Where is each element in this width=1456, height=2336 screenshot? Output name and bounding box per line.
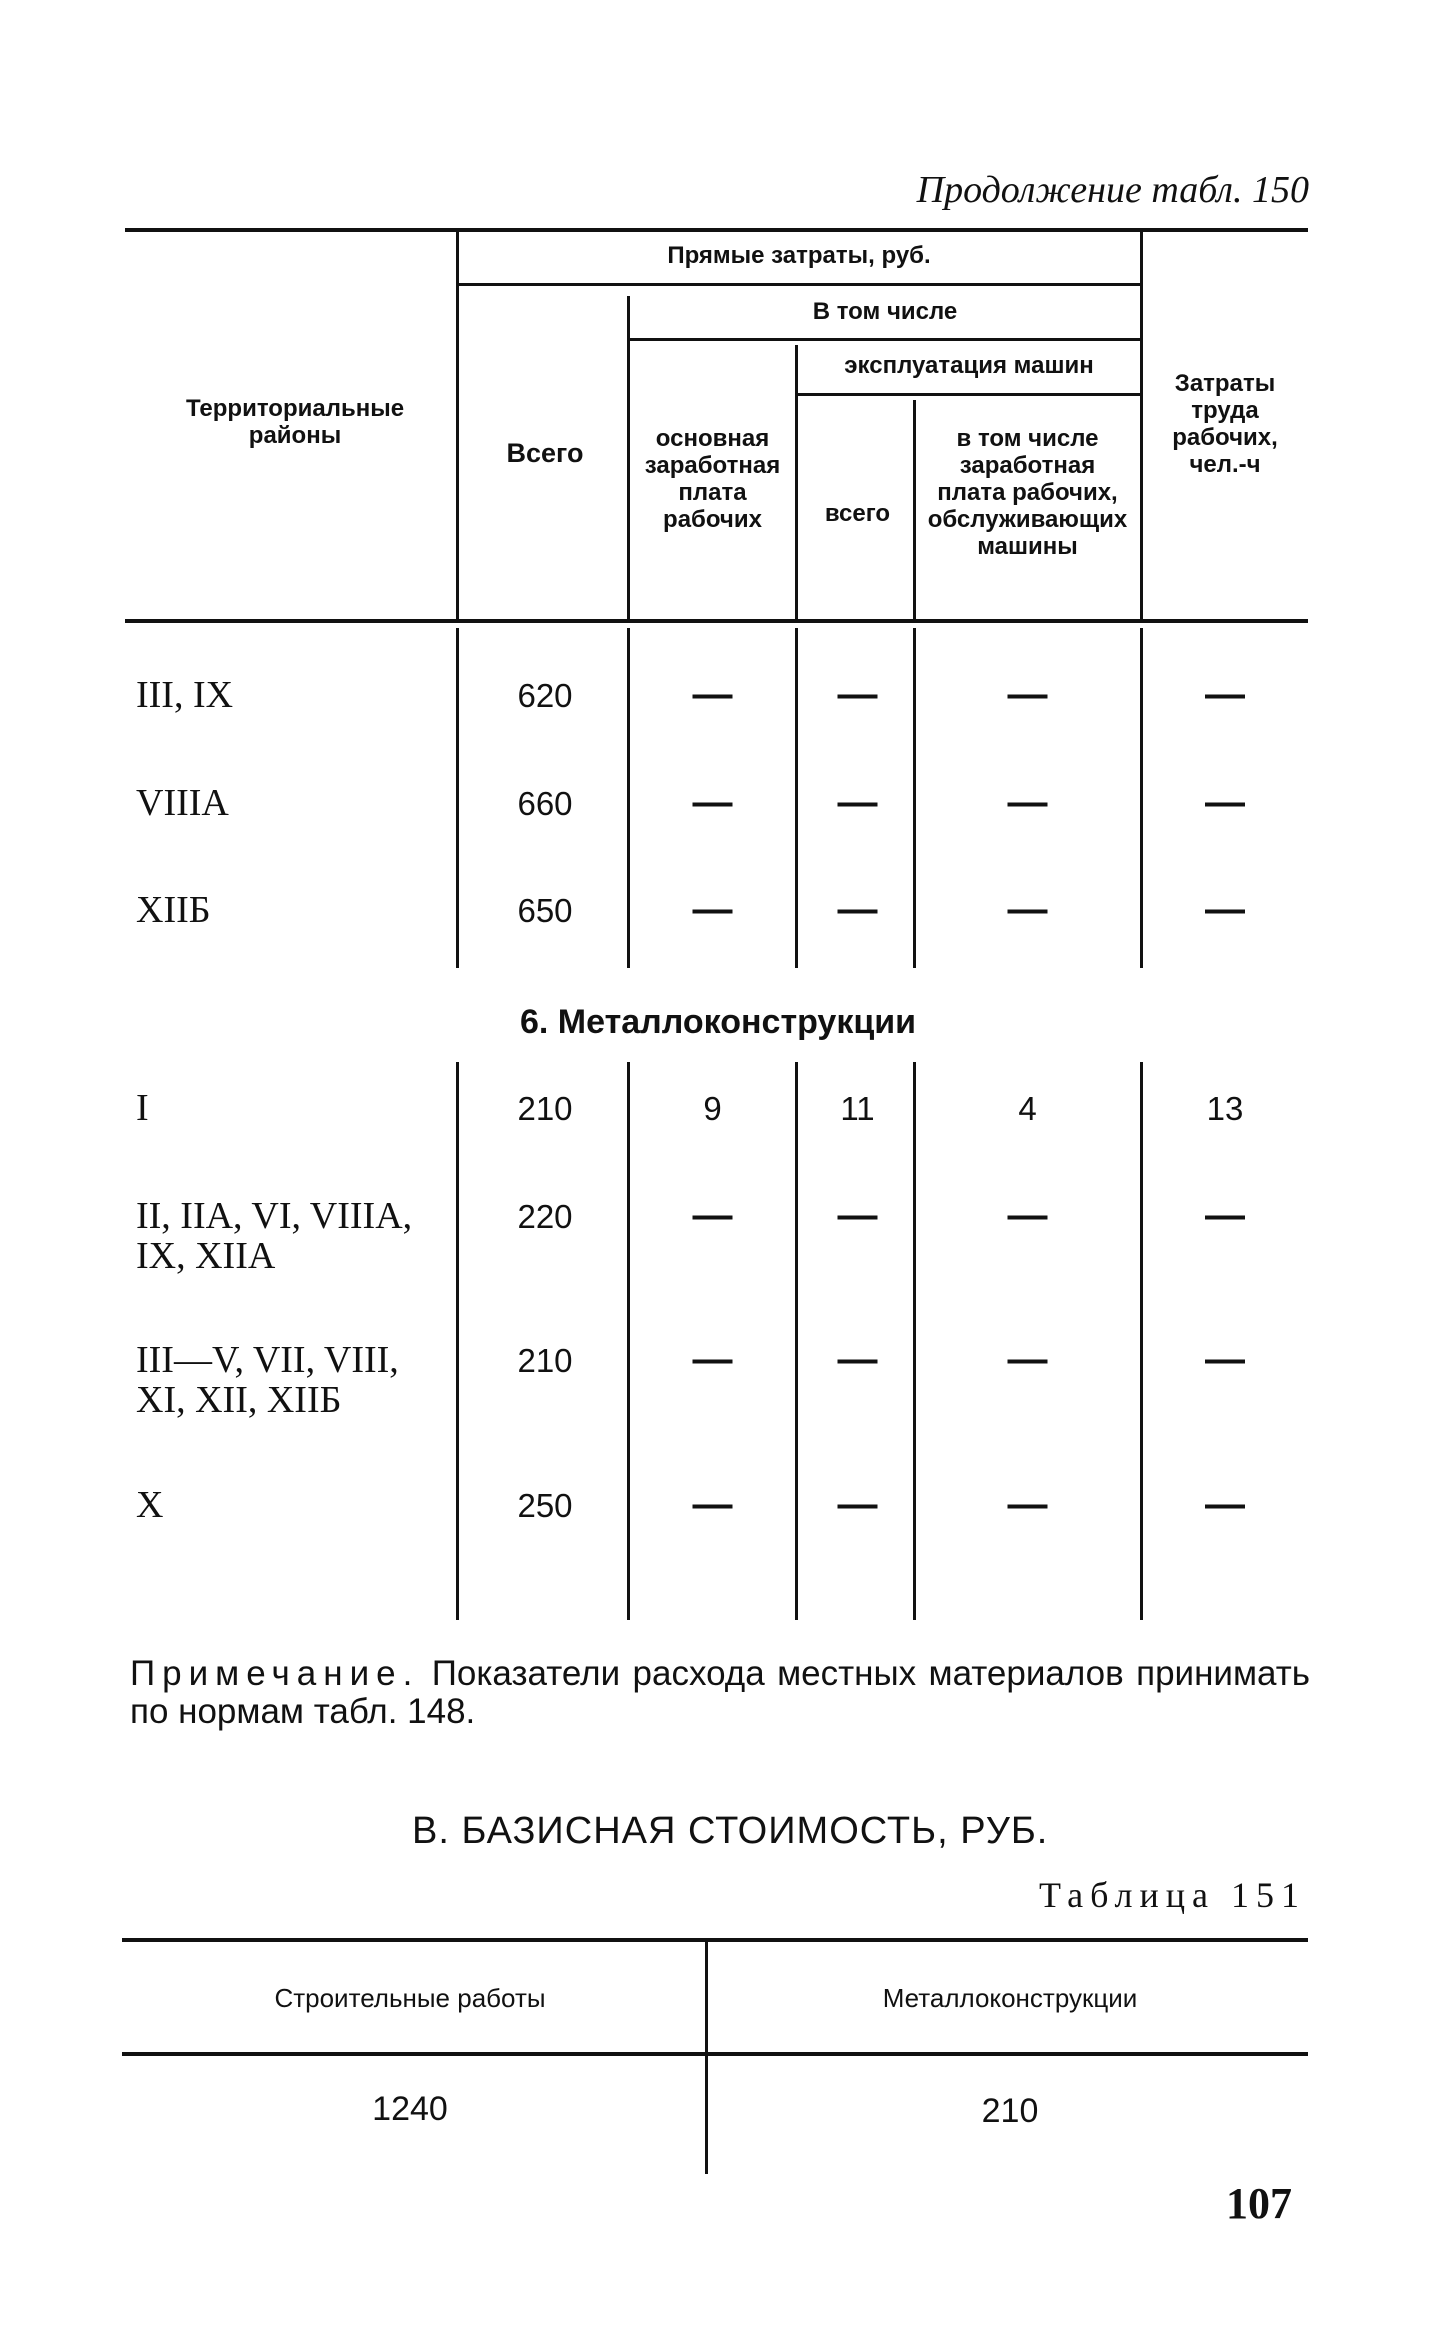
mtotal-value: — (837, 1337, 878, 1381)
mtotal-value: 11 (840, 1090, 875, 1127)
region-label: XIIБ (136, 889, 211, 931)
region-label: II, IIA, VI, VIIIA, IX, XIIA (136, 1195, 413, 1277)
header-base-wage: основная заработная плата рабочих (644, 425, 781, 533)
total-value: 250 (517, 1487, 573, 1524)
labor-value: — (1205, 1193, 1245, 1237)
col-divider-1 (456, 232, 459, 619)
table151-caption: Таблица 151 (1039, 1875, 1306, 1915)
base-value: — (692, 887, 733, 931)
labor-value: — (1205, 887, 1245, 931)
mtotal-value: — (837, 1482, 878, 1526)
mtotal-value: — (837, 887, 878, 931)
labor-value: — (1205, 672, 1245, 716)
body-divider-4b (913, 1062, 916, 1620)
section-title-metal: 6. Металлоконструкции (520, 1003, 917, 1041)
header-direct-costs: Прямые затраты, руб. (667, 242, 931, 269)
machine-op-rule (798, 393, 1140, 396)
table151-header-metal: Металлоконструкции (882, 1983, 1138, 2013)
table150-header-rule (125, 619, 1308, 623)
header-territorial-regions: Территориальные районы (185, 395, 405, 449)
total-value: 620 (517, 677, 573, 714)
mtotal-value: — (837, 780, 878, 824)
mwage-value: — (1007, 1193, 1048, 1237)
header-labor: Затраты труда рабочих, чел.-ч (1172, 370, 1278, 478)
total-value: 660 (517, 785, 573, 822)
col-divider-2 (627, 296, 630, 619)
base-value: 9 (703, 1090, 722, 1127)
body-divider-2a (627, 628, 630, 968)
mwage-value: — (1007, 887, 1048, 931)
table151-value-construction: 1240 (372, 2090, 448, 2128)
table151-header-rule (122, 2052, 1308, 2056)
col-divider-3 (795, 345, 798, 619)
base-value: — (692, 672, 733, 716)
body-divider-1a (456, 628, 459, 968)
total-value: 210 (517, 1090, 573, 1127)
mwage-value: — (1007, 780, 1048, 824)
body-divider-3b (795, 1062, 798, 1620)
labor-value: — (1205, 1482, 1245, 1526)
base-value: — (692, 1337, 733, 1381)
base-value: — (692, 780, 733, 824)
table151-value-metal: 210 (981, 2092, 1039, 2130)
body-divider-1b (456, 1062, 459, 1620)
section-b-title: В. БАЗИСНАЯ СТОИМОСТЬ, РУБ. (412, 1810, 1049, 1852)
region-label: I (136, 1087, 149, 1129)
total-value: 650 (517, 892, 573, 929)
region-label: VIIIA (136, 782, 229, 824)
region-label: III—V, VII, VIII, XI, XII, XIIБ (136, 1339, 399, 1421)
base-value: — (692, 1193, 733, 1237)
base-value: — (692, 1482, 733, 1526)
col-divider-4 (913, 400, 916, 619)
table-note (130, 1655, 1310, 1731)
table150-top-rule (125, 228, 1308, 232)
header-machines-total: всего (824, 500, 891, 527)
mtotal-value: — (837, 1193, 878, 1237)
total-value: 210 (517, 1342, 573, 1379)
labor-value: 13 (1206, 1090, 1244, 1127)
direct-costs-rule (458, 283, 1140, 286)
mtotal-value: — (837, 672, 878, 716)
body-divider-4a (913, 628, 916, 968)
continuation-title: Продолжение табл. 150 (916, 169, 1309, 211)
mwage-value: — (1007, 1337, 1048, 1381)
note-label: Примечание. (130, 1654, 420, 1693)
col-divider-5 (1140, 232, 1143, 619)
mwage-value: 4 (1018, 1090, 1037, 1127)
header-machine-wage: в том числе заработная плата рабочих, обслуживающих машины (927, 425, 1128, 560)
region-label: X (136, 1484, 164, 1526)
in-that-number-rule (630, 338, 1140, 341)
body-divider-5a (1140, 628, 1143, 968)
table151-header-construction: Строительные работы (274, 1983, 546, 2013)
body-divider-5b (1140, 1062, 1143, 1620)
total-value: 220 (517, 1198, 573, 1235)
note-text: Показатели расхода местных материалов принимать по нормам табл. 148. (130, 1654, 1310, 1731)
labor-value: — (1205, 1337, 1245, 1381)
header-total: Всего (506, 438, 584, 468)
mwage-value: — (1007, 672, 1048, 716)
header-in-that-number: В том числе (812, 298, 958, 325)
header-machine-operation: эксплуатация машин (844, 352, 1094, 379)
page-number: 107 (1226, 2179, 1292, 2228)
body-divider-2b (627, 1062, 630, 1620)
mwage-value: — (1007, 1482, 1048, 1526)
labor-value: — (1205, 780, 1245, 824)
region-label: III, IX (136, 674, 234, 716)
body-divider-3a (795, 628, 798, 968)
table151-top-rule (122, 1938, 1308, 1942)
table151-divider (705, 1942, 708, 2174)
